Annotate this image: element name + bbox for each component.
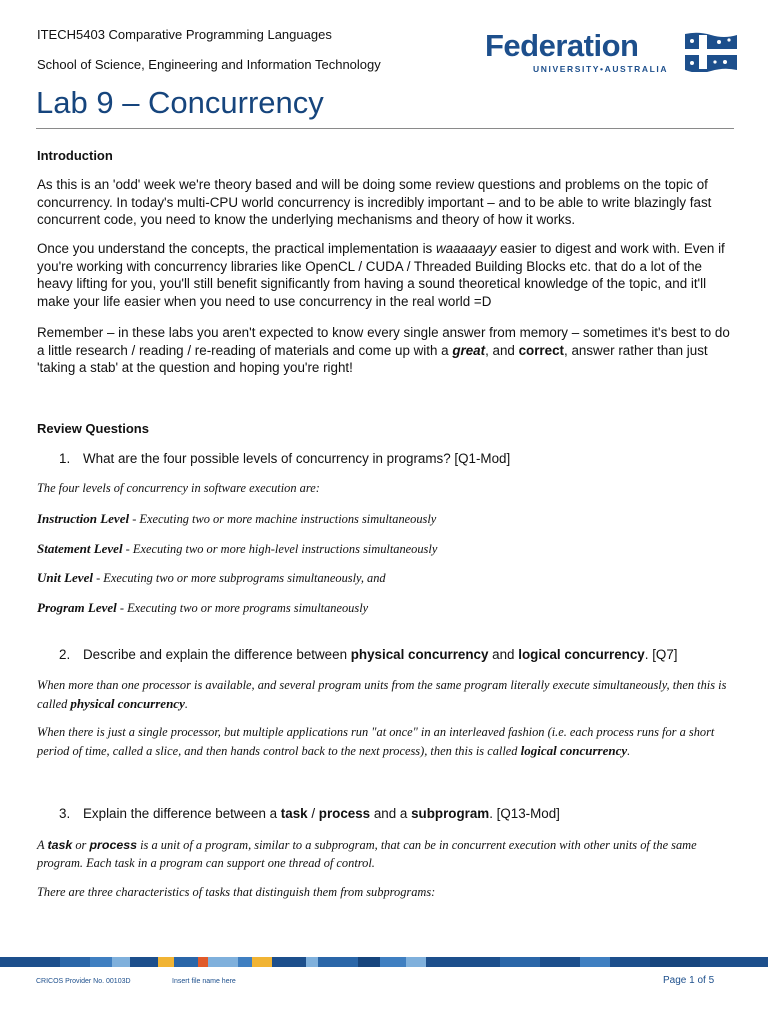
level-name: Statement Level [37,541,123,556]
level-name: Instruction Level [37,511,130,526]
answer-2-paragraph-2 [37,724,737,760]
intro-p2-text-a: Once you understand the concepts, the practical implementation is [37,241,436,256]
footer-cricos: CRICOS Provider No. 00103D [36,978,131,985]
question-3-term-task: task [280,806,308,821]
level-desc: - Executing two or more machine instructions simultaneously [129,512,437,526]
answer-2-p1-text: When more than one processor is available, and several program units from the same program literally execute simultaneously, then this is called [37,678,727,711]
question-3-term-process: process [318,806,371,821]
question-3-number: 3. [59,806,71,821]
question-3-text-mid: and a [370,806,412,821]
question-3-sep: / [307,806,319,821]
intro-p3-text-a: Remember – in these labs you aren't expected to know every single answer from memory – sometimes it's best to do a little research / reading / re-reading of materials and come up with a [37,325,730,358]
answer-1-level-2 [37,540,737,559]
answer-1-level-1 [37,510,737,529]
intro-p3-mid: , and [485,342,519,358]
question-2-text-d: . [Q7] [644,647,678,662]
answer-2-p1-end: . [184,696,188,711]
level-desc: - Executing two or more high-level instructions simultaneously [122,542,438,556]
title-divider [36,128,734,129]
answer-3-or: or [72,838,90,852]
answer-2-p2-term: logical concurrency [520,742,628,758]
flag-icon [685,32,737,72]
intro-paragraph-1 [37,176,737,229]
intro-p1-text: As this is an 'odd' week we're theory based and will be doing some review questions and problems on the topic of concurrency. In today's multi-CPU world concurrency is incredibly important – and to be able to write blazingly fast concurrent code, you need to know the underlying mechanisms and theory of how it works. [37,177,712,228]
intro-p3-text-b: , answer rather than just 'taking a stab' at the question and hoping you're right! [37,342,708,376]
question-3-text-end: . [Q13-Mod] [489,806,560,821]
answer-2-p2-text: When there is just a single processor, but multiple applications run "at once" in an interleaved fashion (i.e. each process runs for a short period of time, called a slice, and then hands control back to the next process), then this is called [37,725,715,758]
level-desc: - Executing two or more programs simultaneously [116,601,369,615]
question-1 [59,451,510,466]
intro-heading: Introduction [37,148,113,163]
answer-3-p1-a: A [37,838,48,852]
page-number: Page 1 of 5 [663,975,715,986]
footer-filename: Insert file name here [172,978,236,985]
question-2-text-c: and [488,647,519,662]
question-3-term-subprogram: subprogram [411,806,490,821]
answer-3-paragraph-2: There are three characteristics of tasks that distinguish them from subprograms: [37,885,436,899]
logo-wordmark: Federation [485,28,639,63]
question-1-text: What are the four possible levels of concurrency in programs? [Q1-Mod] [83,451,511,466]
answer-1-intro: The four levels of concurrency in software execution are: [37,481,320,495]
school-name: School of Science, Engineering and Information Technology [37,57,381,72]
level-name: Program Level [37,600,117,615]
answer-3-p1-b: is a unit of a program, similar to a subprogram, that can be in concurrent execution with other units of the same program. Each task in a program can support one thread of control. [37,838,697,870]
answer-1-level-4 [37,599,737,618]
page-title: Lab 9 – Concurrency [36,85,324,120]
logo-subtitle: UNIVERSITY•AUSTRALIA [533,64,669,74]
review-heading: Review Questions [37,421,149,436]
intro-p2-emphasis: waaaaayy [435,241,497,256]
question-3-text-a: Explain the difference between a [83,806,281,821]
course-title: ITECH5403 Comparative Programming Languages [37,27,332,42]
footer-color-strip [0,957,768,967]
answer-3-term-task: task [47,838,73,852]
question-2-text-a: Describe and explain the difference between [83,647,351,662]
federation-university-logo [485,28,737,78]
answer-3-paragraph-1 [37,837,737,872]
question-3 [59,806,560,821]
level-name: Unit Level [37,570,93,585]
question-2-term-physical: physical concurrency [350,647,489,662]
intro-paragraph-3 [37,324,737,377]
level-desc: - Executing two or more subprograms simultaneously, and [92,571,386,585]
intro-p3-great: great [452,342,486,358]
question-2-number: 2. [59,647,71,662]
intro-p3-correct: correct [518,342,564,358]
answer-2-p1-term: physical concurrency [70,695,185,711]
answer-1-level-3 [37,569,737,588]
answer-3-term-process: process [89,838,138,852]
answer-2-paragraph-1 [37,677,737,713]
intro-paragraph-2 [37,240,737,310]
question-2-term-logical: logical concurrency [518,647,645,662]
question-2 [59,647,678,662]
question-1-number: 1. [59,451,71,466]
intro-p2-text-b: easier to digest and work with. Even if you're working with concurrency libraries like OpenCL / CUDA / Threaded Building Blocks etc. that do a lot of the heavy lifting for you, you'll still benefit significantly from having a sound theoretical knowledge of the topic, and it'll make your life easier when you need to use concurrency in the real world =D [37,241,725,309]
answer-2-p2-end: . [627,743,631,758]
